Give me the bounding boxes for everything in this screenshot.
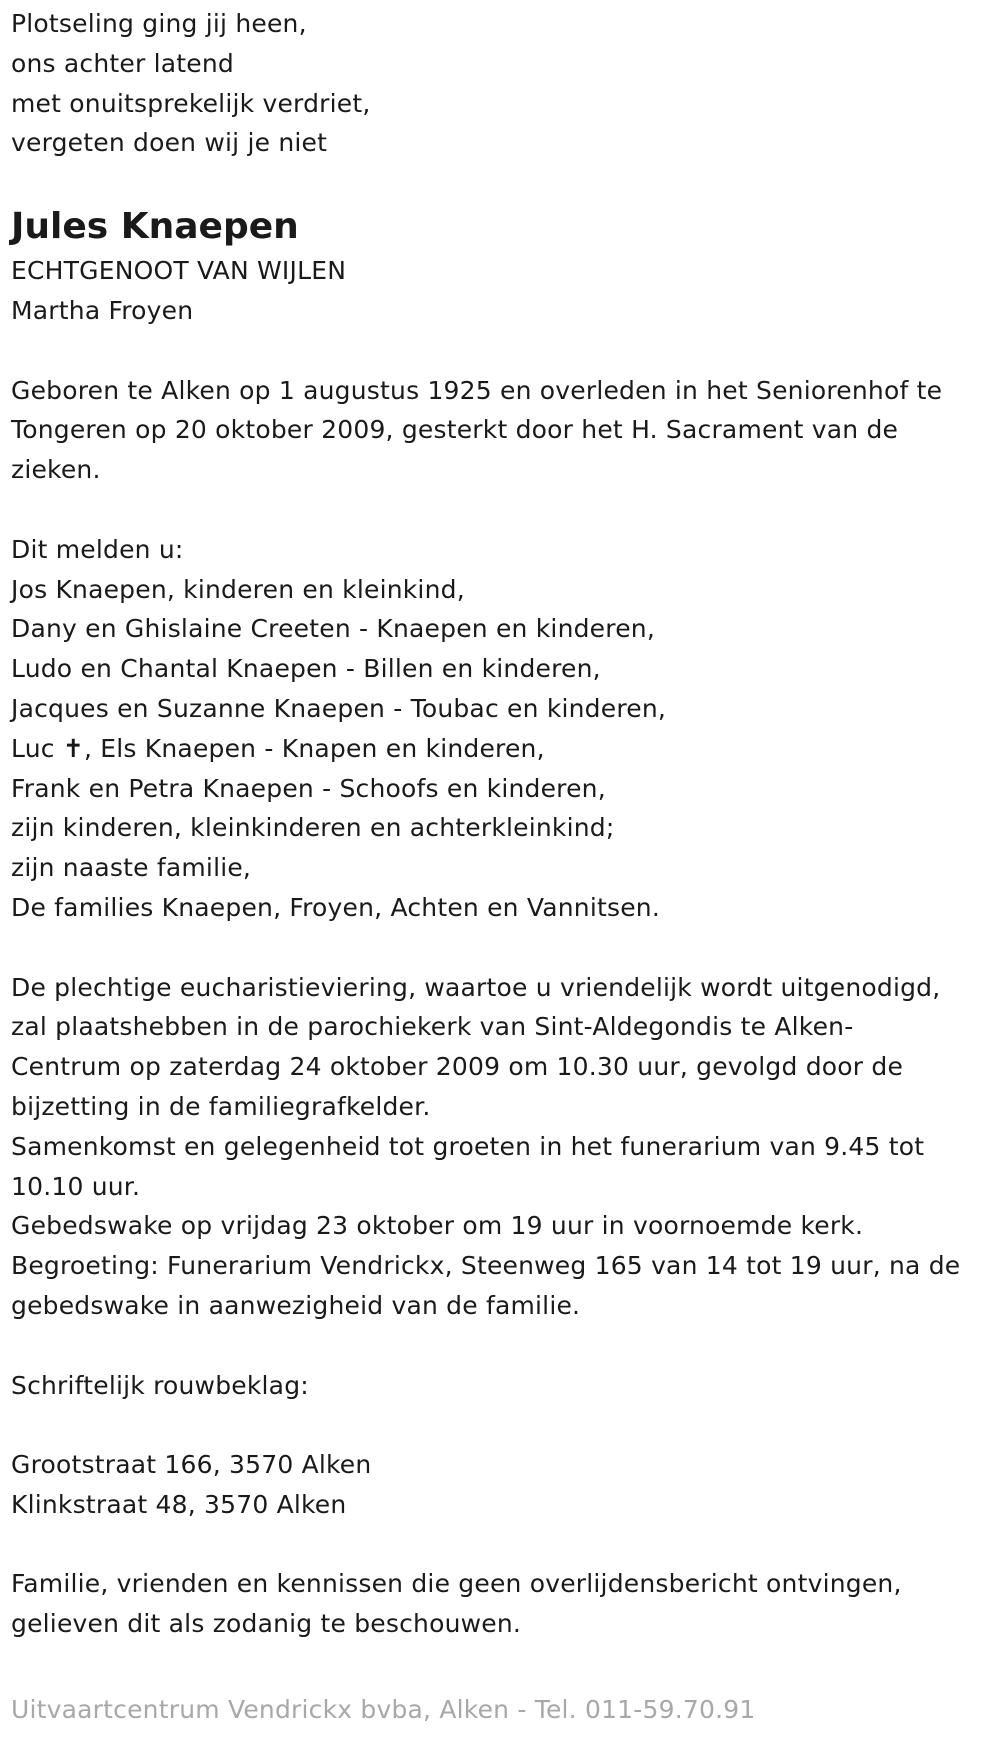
spacer <box>11 928 991 968</box>
text-line: bijzetting in de familiegrafkelder. <box>11 1091 431 1121</box>
text-line: Gebedswake op vrijdag 23 oktober om 19 uur in voornoemde kerk. <box>11 1211 864 1241</box>
spacer <box>11 331 991 371</box>
funeral-home-footer: Uitvaartcentrum Vendrickx bvba, Alken - Tel. 011-59.70.91 <box>11 1695 756 1724</box>
announcer-line: Dany en Ghislaine Creeten - Knaepen en kinderen, <box>11 614 655 644</box>
announcer-line: Jacques en Suzanne Knaepen - Toubac en kinderen, <box>11 693 667 723</box>
announcer-line: Frank en Petra Knaepen - Schoofs en kinderen, <box>11 773 606 803</box>
condolences-label: Schriftelijk rouwbeklag: <box>11 1370 309 1400</box>
announcer-line: Ludo en Chantal Knaepen - Billen en kinderen, <box>11 654 601 684</box>
poem-line: met onuitsprekelijk verdriet, <box>11 88 371 118</box>
text-line: Geboren te Alken op 1 augustus 1925 en overleden in het Seniorenhof te <box>11 375 943 405</box>
text-line: zieken. <box>11 455 101 485</box>
text-line: gelieven dit als zodanig te beschouwen. <box>11 1609 522 1639</box>
spacer <box>11 1326 991 1366</box>
spacer <box>11 490 991 530</box>
deceased-name: Jules Knaepen <box>11 206 299 248</box>
poem-line: ons achter latend <box>11 48 234 78</box>
text-line: gebedswake in aanwezigheid van de familie. <box>11 1290 581 1320</box>
announcers-list <box>11 530 991 928</box>
cross-icon: ✝ <box>62 733 84 763</box>
announcer-line: De families Knaepen, Froyen, Achten en Vannitsen. <box>11 892 660 922</box>
relation-label: ECHTGENOOT VAN WIJLEN <box>11 256 347 286</box>
announcer-line: Jos Knaepen, kinderen en kleinkind, <box>11 574 465 604</box>
address-line: Grootstraat 166, 3570 Alken <box>11 1450 372 1480</box>
text-line: Centrum op zaterdag 24 oktober 2009 om 10.30 uur, gevolgd door de <box>11 1052 904 1082</box>
announcers-intro: Dit melden u: <box>11 534 184 564</box>
poem-line: vergeten doen wij je niet <box>11 128 328 158</box>
announcer-line-luc <box>11 729 991 769</box>
text-line: Tongeren op 20 oktober 2009, gesterkt door het H. Sacrament van de <box>11 415 899 445</box>
luc-rest: , Els Knaepen - Knapen en kinderen, <box>83 733 545 763</box>
poem-line: Plotseling ging jij heen, <box>11 9 307 38</box>
ceremony-paragraph <box>11 968 991 1326</box>
text-line: De plechtige eucharistieviering, waartoe u vriendelijk wordt uitgenodigd, <box>11 972 941 1002</box>
announcer-line: zijn kinderen, kleinkinderen en achterkleinkind; <box>11 813 615 843</box>
spacer <box>11 1405 991 1445</box>
announcer-line: zijn naaste familie, <box>11 853 252 883</box>
spacer <box>11 1525 991 1565</box>
text-line: Begroeting: Funerarium Vendrickx, Steenweg 165 van 14 tot 19 uur, na de <box>11 1251 961 1281</box>
poem <box>11 4 991 163</box>
text-line: zal plaatshebben in de parochiekerk van Sint-Aldegondis te Alken- <box>11 1012 854 1042</box>
spouse-name: Martha Froyen <box>11 295 194 325</box>
text-line: 10.10 uur. <box>11 1171 141 1201</box>
luc-name: Luc <box>11 733 63 763</box>
address-line: Klinkstraat 48, 3570 Alken <box>11 1489 347 1519</box>
text-line: Samenkomst en gelegenheid tot groeten in het funerarium van 9.45 tot <box>11 1131 925 1161</box>
birth-death-paragraph <box>11 371 991 490</box>
closing-paragraph <box>11 1564 991 1644</box>
obituary-notice <box>11 4 991 1644</box>
text-line: Familie, vrienden en kennissen die geen overlijdensbericht ontvingen, <box>11 1569 902 1599</box>
condolence-addresses <box>11 1445 991 1525</box>
